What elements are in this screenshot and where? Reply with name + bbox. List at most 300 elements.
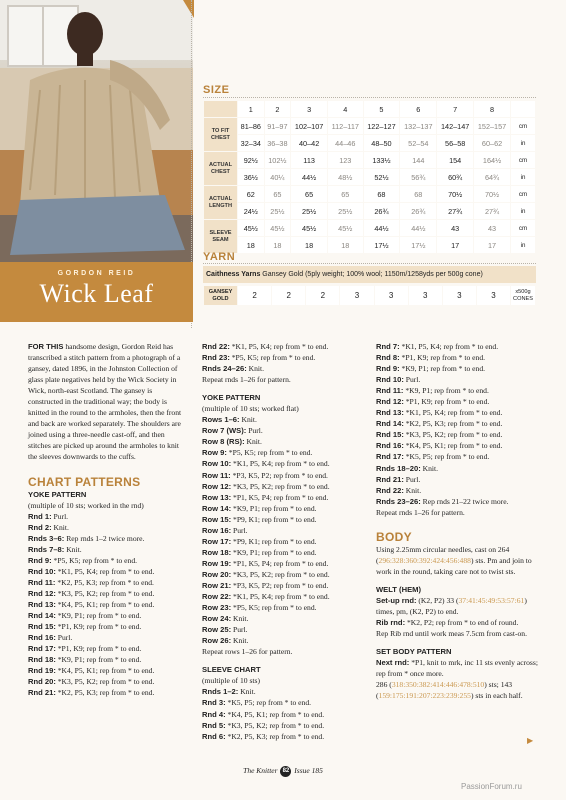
instruction-text: *P9, K1; rep from * to end. — [231, 536, 317, 546]
instruction-lead: Row 16: — [202, 525, 232, 535]
issue-number: Issue 185 — [294, 766, 323, 776]
size-value: 36½ — [238, 169, 264, 185]
instruction-line — [202, 580, 367, 591]
instruction-line — [28, 665, 188, 676]
instruction-text: Purl. — [231, 525, 248, 535]
instruction-line — [376, 440, 544, 451]
size-value: 48½ — [328, 169, 362, 185]
yoke-pattern-heading: YOKE PATTERN — [28, 489, 87, 499]
yarn-quantity-value: 2 — [306, 286, 339, 305]
instruction-lead: Row 12: — [202, 481, 232, 491]
instruction-lead: Rnds 7–8: — [28, 544, 65, 554]
size-value: 56¾ — [400, 169, 436, 185]
instruction-text: Knit. — [244, 437, 262, 447]
instruction-line — [376, 341, 544, 352]
instruction-text: *K1, P5, K4; rep from * to end. — [399, 342, 499, 351]
instruction-lead: Rnd 21: — [28, 688, 56, 698]
size-unit: in — [511, 237, 535, 253]
size-value: 142–147 — [437, 118, 473, 134]
instruction-lead: Rnds 18–20: — [376, 463, 421, 473]
instruction-line — [376, 418, 544, 429]
instruction-line — [202, 447, 367, 458]
instruction-line — [202, 481, 367, 492]
instruction-text: *K2, P5, K3; rep from * to end. — [225, 731, 325, 741]
column-3 — [376, 341, 544, 701]
sleeve-round-list — [202, 686, 367, 741]
instruction-line — [28, 533, 188, 544]
body-text-c: ) sts. Pm and join to work in the round, taking care not to twist sts. — [376, 555, 532, 576]
title-block — [0, 262, 193, 322]
instruction-lead: Row 22: — [202, 592, 232, 602]
size-row-label: ACTUAL CHEST — [204, 152, 237, 185]
yoke-round-list-cont — [202, 341, 367, 374]
body-heading: BODY — [376, 529, 412, 544]
instruction-lead: Rnd 14: — [28, 611, 56, 621]
yarn-quantity-value: 3 — [340, 286, 373, 305]
size-value: 27¾ — [474, 203, 510, 219]
instruction-text: *K1, P5, K4; rep from * to end. — [231, 459, 330, 469]
size-value: 152–157 — [474, 118, 510, 134]
instruction-text: *K9, P1; rep from * to end. — [55, 655, 142, 665]
instruction-text: Purl. — [51, 511, 69, 521]
size-value: 45½ — [238, 220, 264, 236]
size-unit: cm — [511, 152, 535, 168]
instruction-line — [202, 470, 367, 481]
size-number: 5 — [364, 101, 400, 117]
instruction-text: Knit. — [51, 522, 69, 532]
yarn-rule — [203, 263, 536, 264]
instruction-line — [376, 407, 544, 418]
instruction-lead: Rnd 9: — [376, 364, 400, 374]
size-value: 40¼ — [265, 169, 291, 185]
size-value: 113 — [291, 152, 327, 168]
size-value: 45½ — [291, 220, 327, 236]
yoke-flat-note: (multiple of 10 sts; worked flat) — [202, 404, 299, 414]
instruction-text: *P5, K5; rep from * to end. — [226, 448, 313, 458]
yoke-round-list — [28, 511, 188, 699]
instruction-lead: Rnd 4: — [202, 709, 226, 719]
instruction-line — [28, 632, 188, 643]
instruction-lead: Rnd 10: — [28, 566, 56, 576]
size-number: 3 — [291, 101, 327, 117]
size-number: 6 — [400, 101, 436, 117]
size-value: 68 — [364, 186, 400, 202]
column-1 — [28, 341, 188, 698]
size-value: 25½ — [291, 203, 327, 219]
size-value: 64¾ — [474, 169, 510, 185]
set-body-heading: SET BODY PATTERN — [376, 647, 452, 657]
instruction-line — [202, 492, 367, 503]
size-value: 18 — [265, 237, 291, 253]
size-value: 44½ — [364, 220, 400, 236]
yoke-flat-heading: YOKE PATTERN — [202, 393, 261, 403]
instruction-text: *K3, P5, K2; rep from * to end. — [403, 430, 503, 440]
instruction-lead: Row 26: — [202, 636, 232, 646]
intro-text — [28, 341, 188, 463]
size-value: 43 — [437, 220, 473, 236]
size-value: 65 — [328, 186, 362, 202]
instruction-text: *K4, P5, K1; rep from * to end. — [55, 600, 155, 610]
instruction-text: *P1, K9; rep from * to end. — [403, 397, 490, 407]
size-value: 26¾ — [364, 203, 400, 219]
size-row-label: ACTUAL LENGTH — [204, 186, 237, 219]
instruction-text: *K9, P1; rep from * to end. — [231, 547, 317, 557]
instruction-line — [376, 496, 544, 507]
size-value: 24½ — [238, 203, 264, 219]
body-text-a: Using 2.25mm circular needles, cast on 264 ( — [376, 544, 510, 565]
size-value: 154 — [437, 152, 473, 168]
size-value: 18 — [291, 237, 327, 253]
yarn-quantity-value: 3 — [409, 286, 442, 305]
instruction-line — [202, 731, 367, 742]
instruction-lead: Rnd 15: — [376, 430, 404, 440]
model-photo — [0, 0, 193, 262]
model-photo-illustration — [0, 0, 193, 262]
size-value: 25½ — [328, 203, 362, 219]
instruction-lead: Rnds 24–26: — [202, 364, 247, 374]
designer-name: GORDON REID — [57, 270, 136, 277]
rib-text: *K2, P2; rep from * to end of round. — [405, 618, 519, 628]
rib-lead: Rib rnd: — [376, 618, 406, 628]
size-value: 52–54 — [400, 135, 436, 151]
instruction-text: *K3, P5, K2; rep from * to end. — [55, 677, 155, 687]
size-value: 65 — [291, 186, 327, 202]
instruction-text: *K3, P5, K2; rep from * to end. — [55, 588, 155, 598]
instruction-line — [202, 458, 367, 469]
setup-a: (K2, P2) 33 ( — [416, 595, 459, 605]
instruction-text: *K5, P5; rep from * to end. — [403, 452, 490, 462]
instruction-lead: Rnd 22: — [376, 485, 404, 495]
instruction-line — [28, 676, 188, 687]
instruction-text: *K4, P5, K1; rep from * to end. — [225, 709, 325, 719]
instruction-lead: Row 9: — [202, 448, 227, 458]
size-value: 123 — [328, 152, 362, 168]
instruction-lead: Row 23: — [202, 603, 232, 613]
instruction-lead: Row 13: — [202, 492, 232, 502]
size-value: 70½ — [437, 186, 473, 202]
instruction-text: Purl. — [246, 426, 263, 436]
stitch-count — [376, 679, 544, 701]
sts-e: ) sts in each half. — [470, 691, 523, 701]
instruction-lead: Rnd 1: — [28, 511, 52, 521]
instruction-text: *K5, P5; rep from * to end. — [225, 698, 312, 708]
setup-lead: Set-up rnd: — [376, 595, 417, 605]
instruction-lead: Rnds 23–26: — [376, 496, 421, 506]
size-value: 27¾ — [437, 203, 473, 219]
instruction-lead: Rnd 17: — [376, 452, 404, 462]
instruction-line — [202, 602, 367, 613]
instruction-text: *K9, P1; rep from * to end. — [55, 611, 142, 621]
instruction-text: *P5, K5; rep from * to end. — [231, 603, 317, 613]
instruction-lead: Rnd 13: — [376, 408, 404, 418]
size-table — [203, 100, 536, 254]
instruction-lead: Row 19: — [202, 558, 232, 568]
instruction-line — [28, 588, 188, 599]
instruction-line — [376, 429, 544, 440]
instruction-line — [28, 511, 188, 522]
instruction-lead: Row 24: — [202, 614, 232, 624]
yoke-flat-list — [202, 414, 367, 646]
instruction-text: Knit. — [420, 463, 439, 473]
instruction-line — [28, 522, 188, 533]
instruction-text: Knit. — [403, 485, 422, 495]
instruction-text: Purl. — [231, 625, 248, 635]
instruction-line — [376, 352, 544, 363]
instruction-text: Rep rnds 21–22 twice more. — [420, 496, 509, 506]
size-value: 133½ — [364, 152, 400, 168]
body-sizes: 296:328:360:392:424:456:488 — [378, 555, 471, 565]
sts-a: 286 ( — [376, 680, 392, 690]
instruction-line — [202, 414, 367, 425]
instruction-line — [28, 654, 188, 665]
size-value: 17 — [474, 237, 510, 253]
instruction-text: Knit. — [239, 415, 257, 425]
instruction-lead: Rnd 6: — [202, 731, 226, 741]
instruction-line — [376, 385, 544, 396]
instruction-line — [202, 686, 367, 697]
instruction-line — [202, 635, 367, 646]
instruction-line — [28, 643, 188, 654]
size-number: 8 — [474, 101, 510, 117]
size-number: 1 — [238, 101, 264, 117]
instruction-text: *K4, P5, K1; rep from * to end. — [55, 666, 155, 676]
size-value: 44–46 — [328, 135, 362, 151]
instruction-text: *P3, K5, P2; rep from * to end. — [231, 580, 329, 590]
instruction-text: *K9, P1; rep from * to end. — [231, 503, 317, 513]
instruction-line — [28, 566, 188, 577]
instruction-lead: Rnd 16: — [376, 441, 404, 451]
size-header-blank — [204, 101, 237, 117]
instruction-line — [202, 720, 367, 731]
sts-sizes-total: 318:350:382:414:446:478:510 — [391, 680, 485, 690]
instruction-line — [202, 536, 367, 547]
instruction-lead: Row 14: — [202, 503, 232, 513]
size-unit: in — [511, 169, 535, 185]
instruction-lead: Rnd 12: — [376, 397, 404, 407]
instruction-line — [376, 485, 544, 496]
instruction-lead: Row 20: — [202, 569, 232, 579]
yarn-heading: YARN — [203, 251, 236, 263]
instruction-line — [376, 374, 544, 385]
yoke-repeat: Repeat rnds 1–26 for pattern. — [202, 375, 291, 385]
yoke-pattern-note: (multiple of 10 sts; worked in the rnd) — [28, 500, 144, 510]
instruction-lead: Row 11: — [202, 470, 231, 480]
instruction-lead: Rnd 20: — [28, 677, 56, 687]
yarn-quantity-value: 3 — [477, 286, 510, 305]
instruction-lead: Row 25: — [202, 625, 232, 635]
size-value: 91–97 — [265, 118, 291, 134]
instruction-text: *K1, P5, K4; rep from * to end. — [403, 408, 503, 418]
instruction-lead: Row 15: — [202, 514, 232, 524]
instruction-text: Purl. — [403, 375, 421, 385]
size-value: 92½ — [238, 152, 264, 168]
size-value: 60–62 — [474, 135, 510, 151]
instruction-text: Knit. — [238, 687, 256, 697]
instruction-text: *K9, P1; rep from * to end. — [399, 364, 486, 374]
sleeve-chart-note: (multiple of 10 sts) — [202, 676, 261, 686]
size-value: 122–127 — [364, 118, 400, 134]
size-value: 56–58 — [437, 135, 473, 151]
instruction-text: Knit. — [231, 636, 249, 646]
next-lead: Next rnd: — [376, 658, 410, 668]
instruction-lead: Row 18: — [202, 547, 232, 557]
continue-arrow-icon: ▶ — [527, 736, 534, 745]
size-value: 52½ — [364, 169, 400, 185]
instruction-line — [202, 341, 367, 352]
size-number: 7 — [437, 101, 473, 117]
instruction-line — [202, 436, 367, 447]
size-value: 45½ — [328, 220, 362, 236]
sleeve-chart-heading: SLEEVE CHART — [202, 665, 261, 675]
size-value: 32–34 — [238, 135, 264, 151]
yarn-quantity-value: 3 — [375, 286, 408, 305]
instruction-text: *K2, P5, K3; rep from * to end. — [55, 577, 154, 587]
watermark: PassionForum.ru — [461, 782, 522, 791]
instruction-line — [202, 503, 367, 514]
page-footer — [0, 766, 566, 777]
instruction-text: *K1, P5, K4; rep from * to end. — [229, 342, 329, 351]
yarn-quantity-value: 2 — [238, 286, 271, 305]
instruction-text: *K3, P5, K2; rep from * to end. — [231, 481, 330, 491]
instruction-lead: Rnd 7: — [376, 342, 400, 351]
instruction-lead: Row 17: — [202, 536, 232, 546]
instruction-line — [202, 352, 367, 363]
instruction-text: Purl. — [403, 474, 421, 484]
instruction-lead: Rnd 14: — [376, 419, 404, 429]
flat-repeat: Repeat rows 1–26 for pattern. — [202, 647, 293, 657]
instruction-line — [202, 514, 367, 525]
size-value: 44½ — [291, 169, 327, 185]
instruction-text: *P9, K1; rep from * to end. — [231, 514, 317, 524]
instruction-line — [202, 363, 367, 374]
instruction-lead: Rnd 2: — [28, 522, 52, 532]
magazine-name: The Knitter — [243, 766, 278, 776]
instruction-lead: Rnd 5: — [202, 720, 226, 730]
instruction-lead: Rnd 22: — [202, 342, 230, 351]
next-text: *P1, knit to mrk, inc 11 sts evenly across; rep from * once more. — [376, 658, 538, 679]
instruction-lead: Rnd 11: — [376, 386, 404, 396]
instruction-text: *P1, K5, P4; rep from * to end. — [231, 492, 329, 502]
size-value: 60¾ — [437, 169, 473, 185]
instruction-line — [202, 558, 367, 569]
yarn-quantity-label: GANSEY GOLD — [204, 286, 237, 305]
instruction-lead: Rnd 8: — [376, 353, 400, 363]
instruction-line — [28, 621, 188, 632]
size-value: 70½ — [474, 186, 510, 202]
instruction-lead: Rnds 3–6: — [28, 533, 65, 543]
size-value: 26¾ — [400, 203, 436, 219]
instruction-lead: Rnd 21: — [376, 474, 404, 484]
body-text — [376, 544, 544, 577]
instruction-line — [202, 709, 367, 720]
size-value: 48–50 — [364, 135, 400, 151]
sleeve-round-list-cont — [376, 341, 544, 507]
sleeve-repeat: Repeat rnds 1–26 for pattern. — [376, 507, 465, 517]
instruction-lead: Rows 1–6: — [202, 415, 240, 425]
instruction-line — [202, 624, 367, 635]
setup-round — [376, 595, 544, 617]
instruction-lead: Rnd 13: — [28, 600, 56, 610]
instruction-text: *P1, K9; rep from * to end. — [55, 622, 142, 632]
instruction-text: *P1, K9; rep from * to end. — [55, 644, 142, 654]
instruction-line — [202, 591, 367, 602]
size-value: 40–42 — [291, 135, 327, 151]
chart-patterns-heading: CHART PATTERNS — [28, 474, 141, 489]
size-value: 81–86 — [238, 118, 264, 134]
instruction-line — [202, 697, 367, 708]
size-value: 17 — [437, 237, 473, 253]
instruction-lead: Rnd 9: — [28, 555, 52, 565]
size-rule — [203, 97, 536, 98]
size-value: 25½ — [265, 203, 291, 219]
instruction-text: *K2, P5, K3; rep from * to end. — [55, 688, 155, 698]
column-2 — [202, 341, 367, 742]
instruction-text: Purl. — [55, 633, 73, 643]
instruction-lead: Row 7 (WS): — [202, 426, 247, 436]
instruction-line — [202, 613, 367, 624]
instruction-lead: Rnd 12: — [28, 588, 56, 598]
size-value: 17½ — [364, 237, 400, 253]
size-value: 68 — [400, 186, 436, 202]
instruction-line — [28, 610, 188, 621]
instruction-lead: Rnd 3: — [202, 698, 226, 708]
intro-lead: FOR THIS — [28, 342, 64, 351]
size-row-label: SLEEVE SEAM — [204, 220, 237, 253]
size-value: 44½ — [400, 220, 436, 236]
instruction-text: *K1, P5, K4; rep from * to end. — [55, 566, 155, 576]
instruction-line — [202, 547, 367, 558]
instruction-line — [202, 425, 367, 436]
size-header-unit-blank — [511, 101, 535, 117]
instruction-text: *P3, K5, P2; rep from * to end. — [230, 470, 328, 480]
size-value: 45½ — [265, 220, 291, 236]
size-value: 18 — [328, 237, 362, 253]
welt-heading: WELT (HEM) — [376, 584, 421, 594]
yarn-quantity-value: 3 — [443, 286, 476, 305]
size-heading: SIZE — [203, 84, 230, 96]
instruction-text: Knit. — [231, 614, 249, 624]
instruction-text: *K1, P5, K4; rep from * to end. — [231, 592, 330, 602]
instruction-line — [202, 569, 367, 580]
instruction-lead: Rnds 1–2: — [202, 687, 239, 697]
instruction-lead: Rnd 15: — [28, 622, 56, 632]
size-value: 62 — [238, 186, 264, 202]
size-value: 164½ — [474, 152, 510, 168]
instruction-line — [376, 463, 544, 474]
setup-c: ) times, pm, (K2, P2) to end. — [376, 595, 527, 617]
instruction-line — [376, 451, 544, 462]
size-number: 2 — [265, 101, 291, 117]
instruction-line — [28, 544, 188, 555]
instruction-lead: Rnd 23: — [202, 353, 230, 363]
size-row-label: TO FIT CHEST — [204, 118, 237, 151]
instruction-line — [202, 525, 367, 536]
instruction-line — [28, 687, 188, 698]
size-number: 4 — [328, 101, 362, 117]
next-round — [376, 657, 544, 679]
size-value: 65 — [265, 186, 291, 202]
instruction-text: *P1, K9; rep from * to end. — [399, 353, 486, 363]
yarn-detail: Gansey Gold (5ply weight; 100% wool; 1150m/1258yds per 500g cone) — [260, 271, 483, 278]
size-unit: in — [511, 203, 535, 219]
rib-repeat: Rep Rib rnd until work meas 7.5cm from cast-on. — [376, 629, 528, 639]
instruction-lead: Rnd 17: — [28, 644, 56, 654]
intro-body: handsome design, Gordon Reid has transcribed a stitch pattern from a photograph of a gansey, dated 1896, in the Johnston Collection of glass plate negatives held by the Wick Society in Wick, north-east Scotland. The gansey is constructed in the traditional way; the body is knitted in the round to the armholes, then the front and back are worked separately. The shoulders are joined using a three-needle cast-off, and then stitches are picked up around the armholes to knit the sleeves downwards to the cuffs. — [28, 342, 182, 462]
rib-round — [376, 617, 544, 628]
instruction-text: *K9, P1; rep from * to end. — [403, 386, 489, 396]
yarn-quantity-table — [203, 285, 536, 306]
instruction-text: Rep rnds 1–2 twice more. — [64, 533, 145, 543]
